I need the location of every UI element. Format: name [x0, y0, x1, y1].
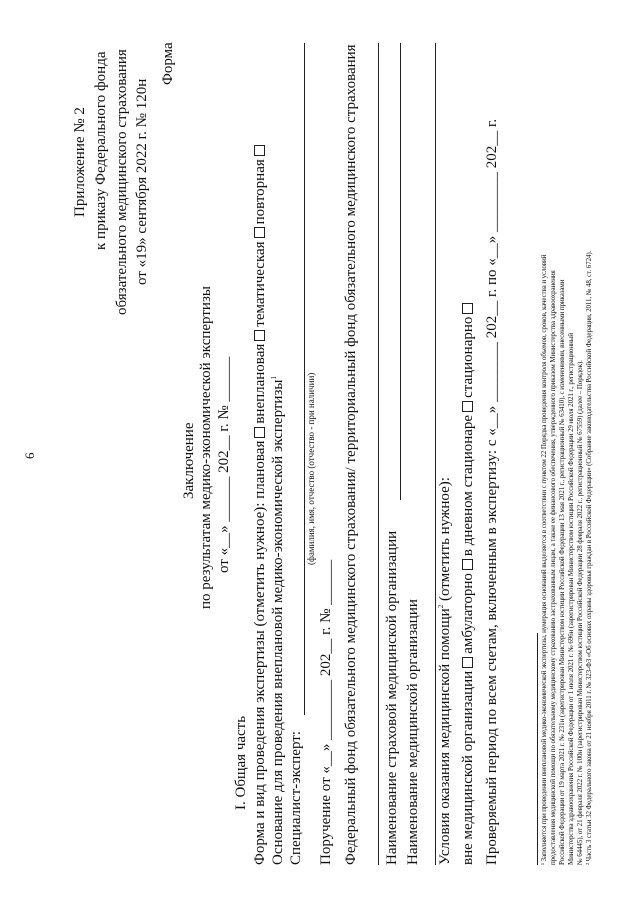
page-number: 6	[22, 452, 37, 459]
checkbox-repeat[interactable]	[254, 227, 265, 238]
footnote-line-4: Министерства здравоохранения Российской Федерации от 1 июля 2021 г. № 696н (зарегистрирован Министерством юстиции Российской Федерации 29 июля 2021 г., регистрационный	[567, 333, 575, 865]
appendix-line-4: от «19» сентября 2022 г. № 120н	[134, 78, 150, 285]
checkbox-outside[interactable]	[462, 657, 473, 668]
period-row: Проверяемый период по всем счетам, включенным в экспертизу: с «__» ________ 202__ г. по «__» ________ 202__ г.	[484, 118, 500, 865]
section-heading: I. Общая часть	[233, 715, 249, 810]
med-org-label: Наименование медицинской организации	[405, 599, 421, 865]
fund-row: Федеральный фонд обязательного медицинского страхования/ территориальный фонд обязательного медицинского страхования	[343, 44, 359, 865]
insurer-label: Наименование страховой медицинской организации	[384, 530, 400, 865]
footnote-line-5: № 64445), от 21 февраля 2022 г. № 100н (зарегистрирован Министерством юстиции Российской Федерации 28 февраля 2022 г., регистрационный № 67559) (далее – Порядок).	[576, 360, 584, 865]
med-org-line[interactable]	[435, 43, 436, 865]
conditions-row	[437, 477, 454, 865]
basis-row	[270, 376, 287, 865]
footnote-ref-1: 1	[270, 376, 278, 380]
form-type-row	[252, 142, 269, 865]
checkbox-day-hospital[interactable]	[462, 401, 473, 412]
appendix-line-3: обязательного медицинского страхования	[114, 49, 130, 315]
option-repeat: повторная	[252, 159, 268, 225]
footnote-separator	[537, 633, 538, 865]
conditions-options-row	[460, 300, 477, 865]
appendix-line-2: к приказу Федерального фонда	[93, 51, 109, 250]
checkbox-unplanned[interactable]	[254, 427, 265, 438]
option-ambulatory: амбулаторно	[460, 573, 476, 654]
specialist-line[interactable]	[304, 43, 305, 715]
specialist-label: Специалист-эксперт:	[288, 731, 304, 865]
fund-line[interactable]	[378, 43, 379, 865]
checkbox-thematic[interactable]	[254, 330, 265, 341]
conditions-suffix: (отметить нужное):	[437, 477, 453, 605]
title-line-3: от «__» ______ 202__ г. № ______	[216, 356, 232, 573]
option-thematic: тематическая	[252, 241, 268, 327]
form-type-prefix: Форма и вид проведения экспертизы (отметить нужное): плановая	[252, 440, 268, 865]
footnote-ref-2: 2	[437, 604, 445, 609]
option-inpatient: стационарно	[460, 316, 476, 398]
footnote-line-1: ¹ Заполняется при проведении внеплановой медико-экономической экспертизы, нумерация оснований выделяется в соответствии с пунктом 22 Порядка проведения контроля объемов, сроков, качества и условий	[540, 254, 548, 865]
option-unplanned: внеплановая	[252, 343, 268, 424]
checkbox-repeat-trailing[interactable]	[254, 145, 265, 156]
appendix-line-1: Приложение № 2	[72, 107, 88, 217]
basis-label: Основание для проведения внеплановой медико-экономической экспертизы	[270, 379, 286, 865]
title-line-1: Заключение	[181, 422, 197, 499]
title-line-2: по результатам медико-экономической экспертизы	[198, 286, 214, 609]
assignment-row: Поручение от «__» ________ 202__ г. № ______	[318, 559, 334, 865]
insurer-line[interactable]	[400, 43, 401, 500]
option-day-hospital: в дневном стационаре	[460, 414, 476, 557]
footnote-line-6: ² Часть 3 статьи 32 Федерального закона от 21 ноября 2011 г. № 323-ФЗ «Об основах охраны здоровья граждан в Российской Федерации» (Собрание законодательства Российской Федерации, 2011, № 48, ст. 6724).	[585, 250, 593, 865]
footnote-line-2: предоставления медицинской помощи по обязательному медицинскому страхованию застрахованным лицам, а также ее финансового обеспечения, утвержденного приказом Министерства здравоохранения	[549, 270, 557, 865]
specialist-hint: (фамилия, имя, отчество (отчество - при наличии)	[306, 372, 316, 565]
option-outside: вне медицинской организации	[460, 670, 476, 865]
conditions-label: Условия оказания медицинской помощи	[437, 608, 453, 865]
checkbox-ambulatory[interactable]	[462, 559, 473, 570]
footnote-line-3: Российской Федерации от 19 марта 2021 г. № 231н (зарегистрирован Министерством юстиции Российской Федерации 13 мая 2021 г., регистрационный № 63410), с изменениями, внесенными приказами	[558, 279, 566, 865]
form-label: Форма	[160, 42, 176, 85]
checkbox-inpatient[interactable]	[462, 303, 473, 314]
